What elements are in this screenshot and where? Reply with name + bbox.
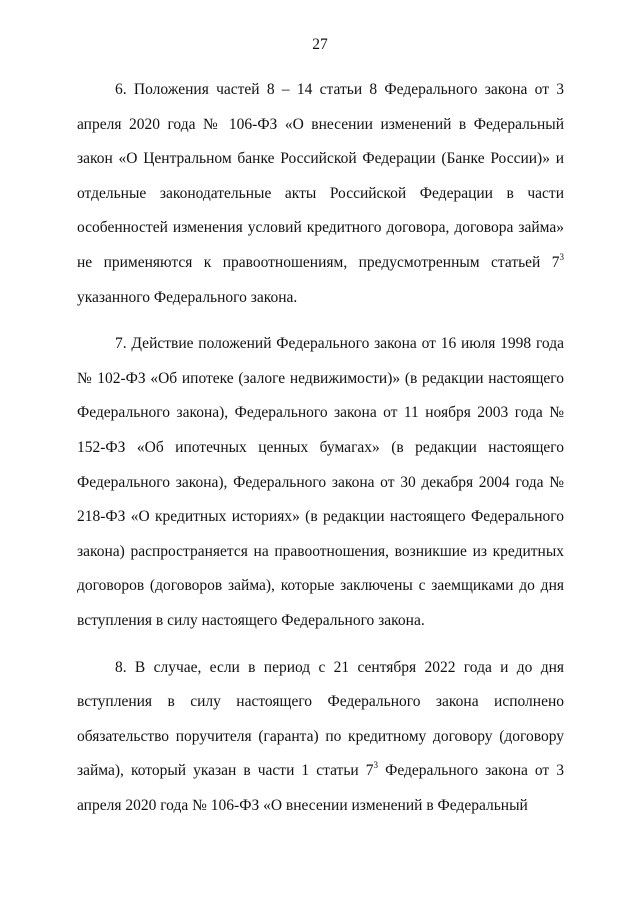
superscript: 3 (373, 760, 379, 771)
paragraph-6 (77, 73, 564, 315)
document-body (77, 73, 564, 835)
paragraph-text: 6. Положения частей 8 – 14 статьи 8 Федерального закона от 3 апреля 2020 года № 106-ФЗ «О внесении изменений в Федеральный закон «О Центральном банке Российской Федерации (Банке России)» и отдельные законодательные акты Российской Федерации в части особенностей изменения условий кредитного договора, договора займа» не применяются к правоотношениям, предусмотренным статьей 7 (77, 81, 564, 271)
paragraph-tail: указанного Федерального закона. (77, 288, 298, 306)
paragraph-7 (77, 327, 564, 638)
paragraph-text: 7. Действие положений Федерального закона от 16 июля 1998 года № 102-ФЗ «Об ипотеке (залоге недвижимости)» (в редакции настоящего Федерального закона), Федерального закона от 11 ноября 2003 года № 152-ФЗ «Об ипотечных ценных бумагах» (в редакции настоящего Федерального закона), Федерального закона от 30 декабря 2004 года № 218-ФЗ «О кредитных историях» (в редакции настоящего Федерального закона) распространяется на правоотношения, возникшие из кредитных договоров (договоров займа), которые заключены с заемщиками до дня вступления в силу настоящего Федерального закона. (77, 335, 564, 629)
paragraph-8 (77, 651, 564, 824)
page-number: 27 (312, 36, 328, 53)
paragraph-text: 8. В случае, если в период с 21 сентября 2022 года и до дня вступления в силу настоящего Федерального закона исполнено обязательство поручителя (гаранта) по кредитному договору (договору займа), который указан в части 1 статьи 7 (77, 658, 564, 780)
paragraph-tail: Федерального закона от 3 апреля 2020 года № 106-ФЗ «О внесении изменений в Федеральный (77, 762, 565, 814)
superscript: 3 (559, 251, 564, 262)
